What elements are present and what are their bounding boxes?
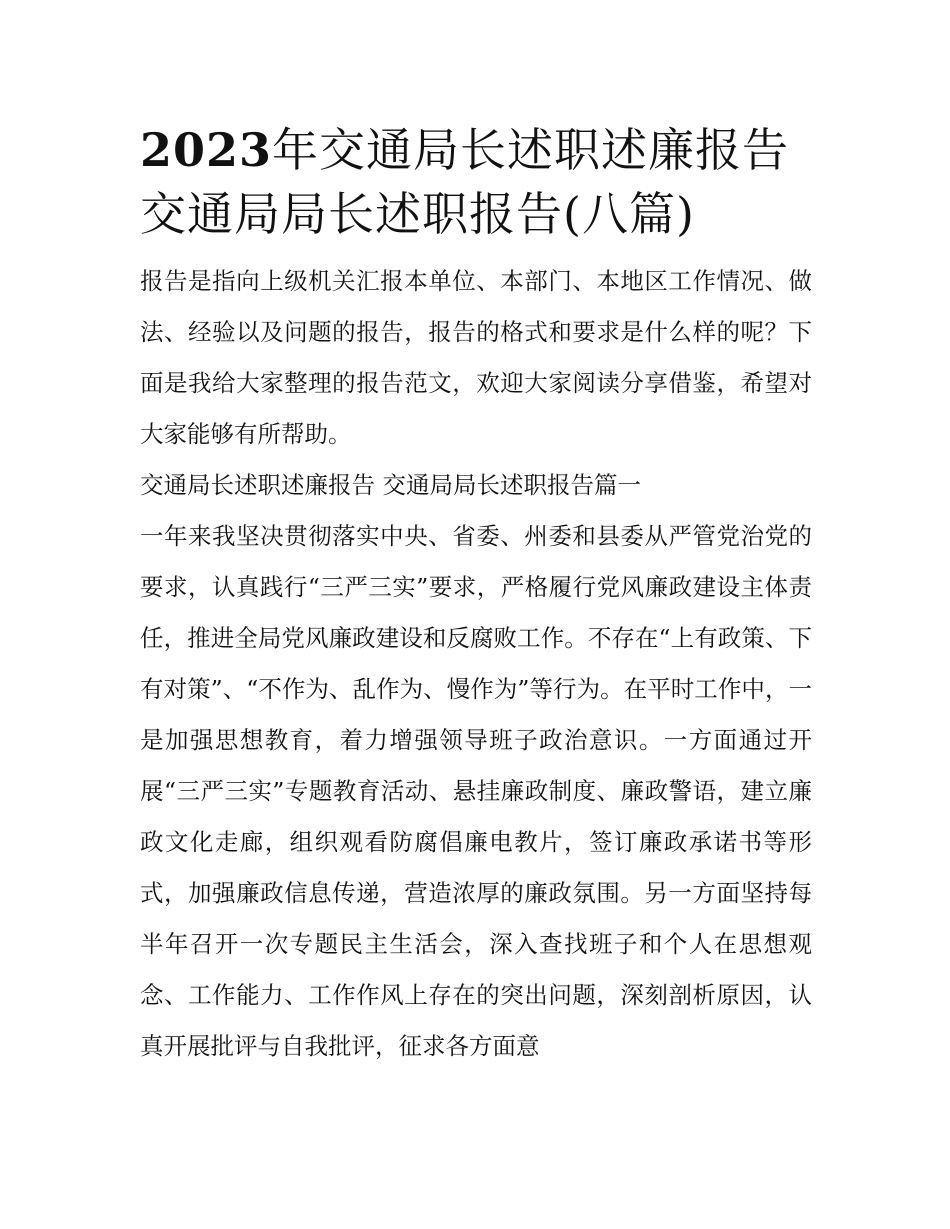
title-line-1-text: 年交通局长述职述廉报告 <box>272 123 790 177</box>
title-line-1 <box>140 118 812 182</box>
title-year: 2023 <box>140 123 273 177</box>
section-heading: 交通局长述职述廉报告 交通局局长述职报告篇一 <box>140 471 641 499</box>
intro-paragraph: 报告是指向上级机关汇报本单位、本部门、本地区工作情况、做法、经验以及问题的报告，报告的格式和要求是什么样的呢？下面是我给大家整理的报告范文，欢迎大家阅读分享借鉴，希望对大家能够有所帮助。 <box>140 267 812 448</box>
body-paragraph: 一年来我坚决贯彻落实中央、省委、州委和县委从严管党治党的要求，认真践行“三严三实”要求，严格履行党风廉政建设主体责任，推进全局党风廉政建设和反腐败工作。不存在“上有政策、下有对策”、“不作为、乱作为、慢作为”等行为。在平时工作中，一是加强思想教育，着力增强领导班子政治意识。一方面通过开展“三严三实”专题教育活动、悬挂廉政制度、廉政警语，建立廉政文化走廊，组织观看防腐倡廉电教片，签订廉政承诺书等形式，加强廉政信息传递，营造浓厚的廉政氛围。另一方面坚持每半年召开一次专题民主生活会，深入查找班子和个人在思想观念、工作能力、工作作风上存在的突出问题，深刻剖析原因，认真开展批评与自我批评，征求各方面意 <box>140 522 812 1060</box>
document-page <box>140 118 812 1072</box>
title-line-2: 交通局局长述职报告(八篇) <box>140 187 695 241</box>
document-title <box>140 118 812 246</box>
